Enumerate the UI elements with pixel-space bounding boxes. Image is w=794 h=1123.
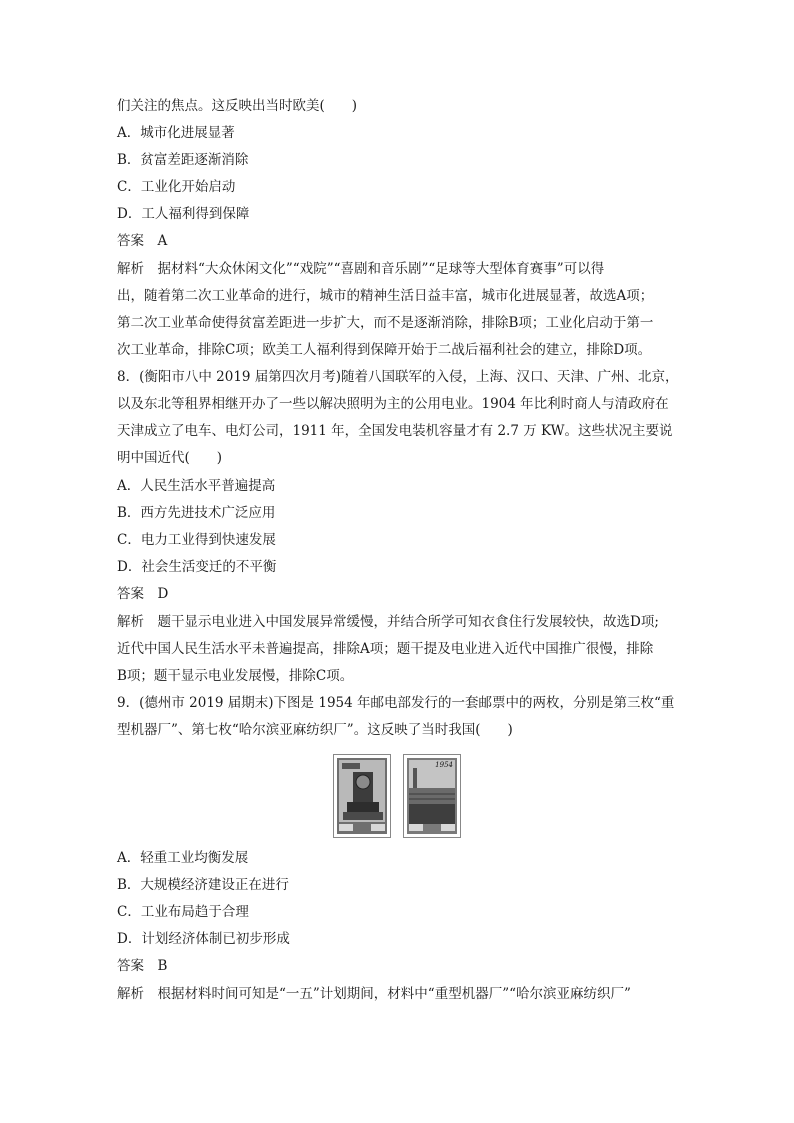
stamp-harbin-flax-mill-image	[407, 758, 457, 834]
q9-option-b: B．大规模经济建设正在进行	[117, 877, 289, 893]
stamp-heavy-machinery	[333, 754, 391, 838]
q8-option-a: A．人民生活水平普遍提高	[117, 478, 276, 494]
stamp-heavy-machinery-image	[337, 758, 387, 834]
q7-option-a: A．城市化进展显著	[117, 125, 235, 141]
q7-option-c: C．工业化开始启动	[117, 179, 236, 195]
q7-analysis-line-3: 第二次工业革命使得贫富差距进一步扩大，而不是逐渐消除，排除B项；工业化启动于第一	[117, 315, 654, 331]
q8-analysis-line-3: B项；题干显示电业发展慢，排除C项。	[117, 668, 354, 684]
q7-option-d: D．工人福利得到保障	[117, 206, 250, 222]
q8-analysis-line-1: 解析 题干显示电业进入中国发展异常缓慢，并结合所学可知衣食住行发展较快，故选D项;	[117, 614, 659, 630]
q7-analysis-line-4: 次工业革命，排除C项；欧美工人福利得到保障开始于二战后福利社会的建立，排除D项。	[117, 342, 652, 358]
q9-answer: 答案 B	[117, 958, 168, 974]
q7-answer: 答案 A	[117, 233, 168, 249]
stamps-figure	[333, 754, 463, 838]
q8-stem-line-1: 8．(衡阳市八中 2019 届第四次月考)随着八国联军的入侵，上海、汉口、天津、广州、北京，	[117, 369, 679, 385]
q9-option-d: D．计划经济体制已初步形成	[117, 931, 290, 947]
q8-stem-line-2: 以及东北等租界相继开办了一些以解决照明为主的公用电业。1904 年比利时商人与清政府在	[117, 396, 669, 412]
q8-stem-line-4: 明中国近代( )	[117, 450, 223, 466]
q9-option-a: A．轻重工业均衡发展	[117, 850, 249, 866]
q7-option-b: B．贫富差距逐渐消除	[117, 152, 249, 168]
q8-option-d: D．社会生活变迁的不平衡	[117, 559, 277, 575]
q9-stem-line-1: 9．(德州市 2019 届期末)下图是 1954 年邮电部发行的一套邮票中的两枚，分别是第三枚“重	[117, 695, 675, 711]
q9-stem-line-2: 型机器厂”、第七枚“哈尔滨亚麻纺织厂”。这反映了当时我国( )	[117, 722, 513, 738]
stamp-year-text: 1954	[435, 761, 453, 769]
stamp-harbin-flax-mill	[403, 754, 461, 838]
q8-analysis-line-2: 近代中国人民生活水平未普遍提高，排除A项；题干提及电业进入近代中国推广很慢，排除	[117, 641, 654, 657]
q9-analysis-line-1: 解析 根据材料时间可知是“一五”计划期间，材料中“重型机器厂”“哈尔滨亚麻纺织厂”	[117, 986, 631, 1002]
q7-analysis-line-2: 出，随着第二次工业革命的进行，城市的精神生活日益丰富，城市化进展显著，故选A项；	[117, 288, 654, 304]
q8-option-b: B．西方先进技术广泛应用	[117, 505, 276, 521]
q8-answer: 答案 D	[117, 586, 169, 602]
q7-analysis-line-1: 解析 据材料“大众休闲文化”“戏院”“喜剧和音乐剧”“足球等大型体育赛事”可以得	[117, 261, 605, 277]
q7-stem-tail: 们关注的焦点。这反映出当时欧美( )	[117, 98, 358, 114]
q8-option-c: C．电力工业得到快速发展	[117, 532, 276, 548]
q9-option-c: C．工业布局趋于合理	[117, 904, 249, 920]
q8-stem-line-3: 天津成立了电车、电灯公司，1911 年，全国发电装机容量才有 2.7 万 KW。这些状况主要说	[117, 423, 673, 439]
